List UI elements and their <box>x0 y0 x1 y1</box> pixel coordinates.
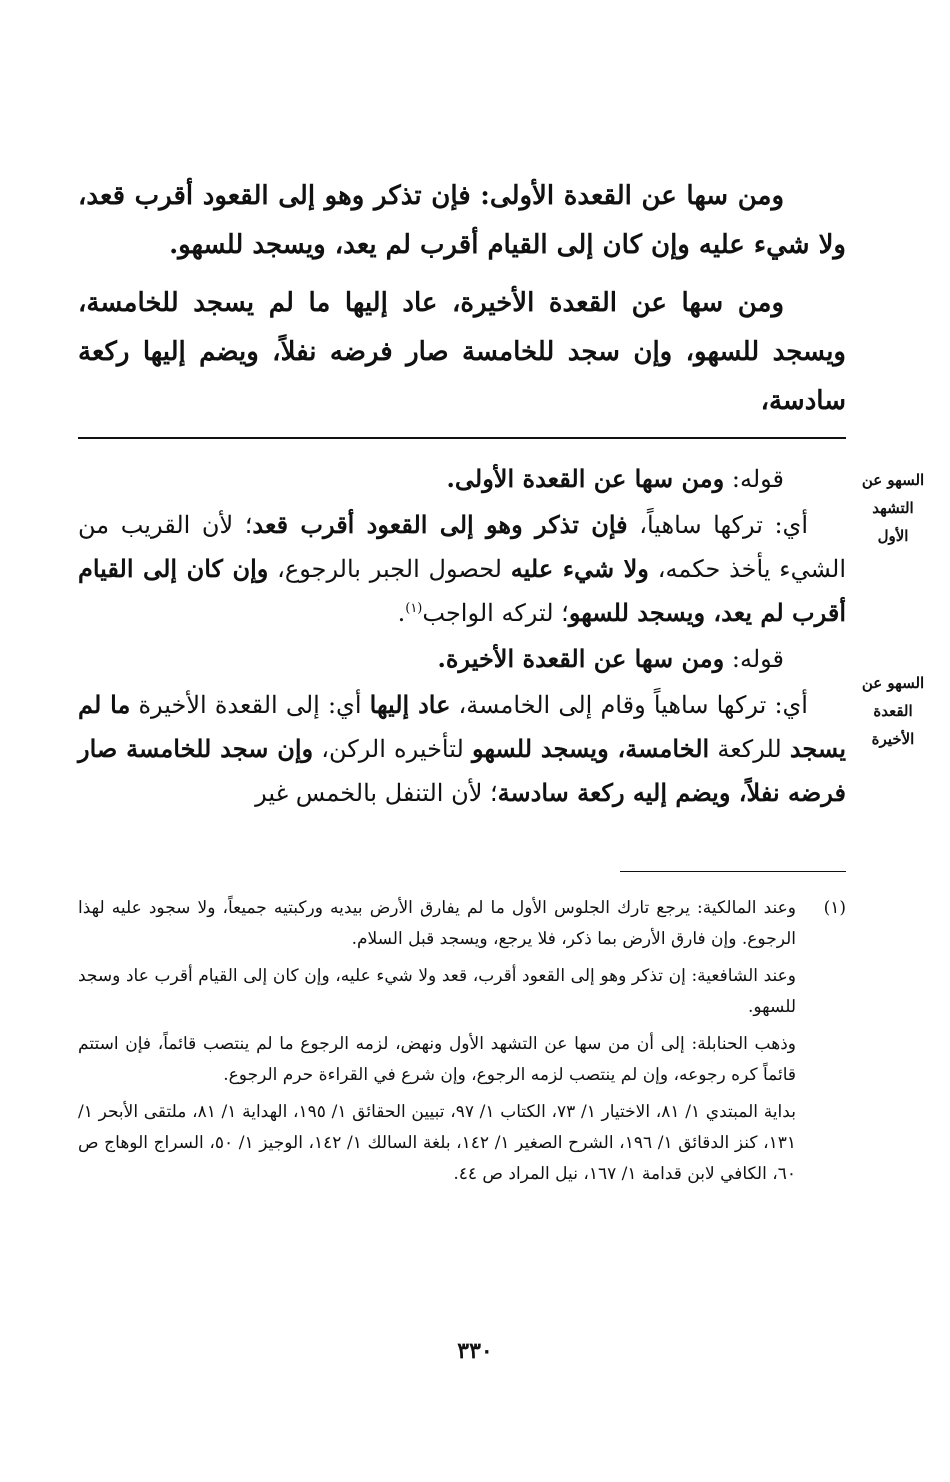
footnote-reference: (١) <box>405 601 423 616</box>
explanation-text: أي: إلى القعدة الأخيرة <box>130 691 370 719</box>
explanation-text: أي: تركها ساهياً، <box>627 511 809 539</box>
explanation-text: . <box>397 599 406 627</box>
commentary <box>78 457 846 817</box>
footnote-1 <box>78 893 846 955</box>
margin-heading-line: التشهد <box>872 499 914 517</box>
margin-heading-line: القعدة <box>873 702 913 720</box>
cited-text: عاد إليها <box>369 690 451 719</box>
margin-heading-first-tashahhud <box>848 466 938 550</box>
cited-text: وإن كان إلى القيام أقرب لم يعد، ويسجد للسهو <box>78 554 846 627</box>
explanation-text: للركعة <box>709 735 790 763</box>
margin-heading-line: الأخيرة <box>871 730 915 748</box>
footnote-paragraph: وذهب الحنابلة: إلى أن من سها عن التشهد الأول ونهض، لزمه الرجوع ما لم ينتصب قائماً، فإن استتم قائماً كره رجوعه، وإن لم ينتصب لزمه الرجوع، وإن شرع في القراءة حرم الرجوع. <box>78 1034 796 1085</box>
main-paragraph-1: ومن سها عن القعدة الأولى: فإن تذكر وهو إلى القعود أقرب قعد، ولا شيء عليه وإن كان إلى القيام أقرب لم يعد، ويسجد للسهو. <box>78 181 846 260</box>
footnotes <box>78 893 846 1196</box>
margin-heading-line: الأول <box>877 527 909 545</box>
quote-text: ومن سها عن القعدة الأولى. <box>446 464 725 493</box>
page-number: ٣٣٠ <box>457 1338 493 1364</box>
footnote-paragraph: وعند الشافعية: إن تذكر وهو إلى القعود أقرب، قعد ولا شيء عليه، وإن كان إلى القيام أقرب عاد وسجد للسهو. <box>78 966 796 1017</box>
cited-text: ما لم يسجد <box>78 690 847 763</box>
explanation-text: لتأخيره الركن، <box>313 735 472 763</box>
main-paragraph-2: ومن سها عن القعدة الأخيرة، عاد إليها ما لم يسجد للخامسة، ويسجد للسهو، وإن سجد للخامسة صار فرضه نفلاً، ويضم إليها ركعة سادسة، <box>78 288 846 416</box>
footnote-text: وعند المالكية: يرجع تارك الجلوس الأول ما لم يفارق الأرض بيديه وركبتيه جميعاً، ولا سجود عليه لهذا الرجوع. وإن فارق الأرض بما ذكر، فلا يرجع، ويسجد قبل السلام. <box>78 898 796 949</box>
footnote-number: (١) <box>823 898 846 918</box>
margin-heading-last-sitting <box>848 669 938 753</box>
main-text <box>78 172 846 435</box>
cited-text: ولا شيء عليه <box>510 554 649 583</box>
quote-prefix: قوله: <box>724 465 784 493</box>
explanation-text: أي: تركها ساهياً وقام إلى الخامسة، <box>450 691 808 719</box>
quote-text: ومن سها عن القعدة الأخيرة. <box>437 644 725 673</box>
explanation-text: ؛ لأن القريب من الشيء يأخذ حكمه، <box>78 511 846 583</box>
explanation-text: ؛ لتركه الواجب <box>422 599 569 627</box>
quote-prefix: قوله: <box>724 645 784 673</box>
footnote-divider <box>620 871 846 872</box>
cited-text: وإن سجد للخامسة صار فرضه نفلاً، ويضم إليه ركعة سادسة <box>78 734 846 807</box>
margin-heading-line: السهو عن <box>861 674 925 692</box>
main-text-divider <box>78 437 846 439</box>
commentary-quote-2 <box>78 637 846 681</box>
cited-text: الخامسة، ويسجد للسهو <box>471 734 710 763</box>
commentary-explanation-1 <box>78 503 846 635</box>
footnote-references: بداية المبتدي ١/ ٨١، الاختيار ١/ ٧٣، الكتاب ١/ ٩٧، تبيين الحقائق ١/ ١٩٥، الهداية ١/ ٨١، ملتقى الأبحر ١/ ١٣١، كنز الدقائق ١/ ١٩٦، الشرح الصغير ١/ ١٤٢، بلغة السالك ١/ ١٤٢، الوجيز ١/ ٥٠، السراج الوهاج ص ٦٠، الكافي لابن قدامة ١/ ١٦٧، نيل المراد ص ٤٤. <box>78 1102 796 1184</box>
commentary-explanation-2 <box>78 683 846 815</box>
explanation-text: لحصول الجبر بالرجوع، <box>268 555 511 583</box>
margin-heading-line: السهو عن <box>861 471 925 489</box>
cited-text: فإن تذكر وهو إلى القعود أقرب قعد <box>252 510 628 539</box>
commentary-quote-1 <box>78 457 846 501</box>
explanation-text: ؛ لأن التنفل بالخمس غير <box>255 779 498 807</box>
